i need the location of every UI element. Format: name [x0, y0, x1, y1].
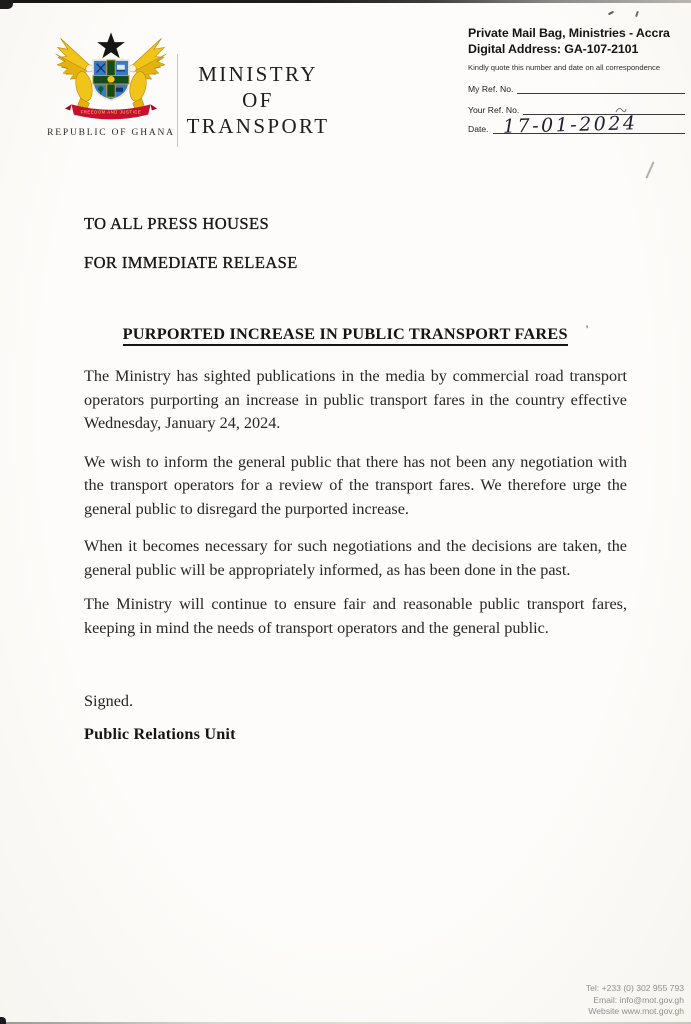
postal-address: Private Mail Bag, Ministries - Accra — [468, 26, 670, 40]
quote-note: Kindly quote this number and date on all correspondence — [468, 63, 661, 72]
release-line: FOR IMMEDIATE RELEASE — [84, 253, 298, 272]
your-ref-label: Your Ref. No. — [468, 105, 520, 115]
my-ref-row — [468, 84, 685, 94]
stray-mark: ' — [585, 322, 589, 336]
date-line — [493, 112, 685, 138]
motto-text: FREEDOM AND JUSTICE — [80, 109, 142, 115]
ghana-coat-of-arms — [46, 30, 176, 138]
scan-speck — [608, 11, 614, 16]
ministry-name-line: OF — [242, 88, 274, 112]
subject-text: PURPORTED INCREASE IN PUBLIC TRANSPORT FARES — [123, 324, 568, 346]
my-ref-blank-line — [517, 84, 685, 94]
subject-heading — [84, 319, 627, 344]
scan-corner-bottom-left — [0, 1017, 6, 1024]
paragraph: The Ministry has sighted publications in the media by commercial road transport operators purporting an increase in public transport fares in the country effective Wednesday, January 24, 2024. — [84, 367, 627, 432]
digital-address: Digital Address: GA-107-2101 — [468, 41, 639, 56]
my-ref-label: My Ref. No. — [468, 84, 514, 94]
scan-corner-top-left — [0, 0, 13, 9]
footer-email: Email: info@mot.gov.gh — [593, 994, 684, 1005]
recipient-line: TO ALL PRESS HOUSES — [84, 214, 270, 233]
address-block — [468, 26, 685, 138]
letterhead-divider — [177, 54, 178, 147]
coat-of-arms-icon — [51, 30, 171, 126]
paragraph: When it becomes necessary for such negotiations and the decisions are taken, the general public will be appropriately informed, as has been done in the past. — [84, 537, 627, 579]
footer-tel: Tel: +233 (0) 302 955 793 — [585, 983, 684, 994]
footer-website: Website www.mot.gov.gh — [588, 1006, 684, 1017]
ministry-name-line: MINISTRY — [198, 62, 318, 86]
paragraph: The Ministry will continue to ensure fair and reasonable public transport fares, keeping in mind the needs of transport operators and the general public. — [84, 595, 627, 637]
scan-edge-top — [0, 0, 691, 3]
paragraph: We wish to inform the general public that there has not been any negotiation with the transport operators for a review of the transport fares. We therefore urge the general public to disregard the purported increase. — [84, 452, 627, 518]
letter-body — [84, 205, 627, 744]
date-label: Date. — [468, 124, 489, 134]
contact-footer — [586, 983, 684, 1018]
ministry-name-line: TRANSPORT — [186, 114, 330, 138]
republic-caption: REPUBLIC OF GHANA — [47, 128, 175, 138]
signed-label: Signed. — [84, 692, 134, 710]
signatory: Public Relations Unit — [84, 725, 236, 743]
scan-speck — [635, 11, 639, 17]
handwritten-date: 17-01-2024 — [502, 112, 638, 138]
ministry-name — [184, 61, 332, 139]
pen-mark-artifact — [645, 161, 654, 178]
date-row — [468, 112, 685, 138]
